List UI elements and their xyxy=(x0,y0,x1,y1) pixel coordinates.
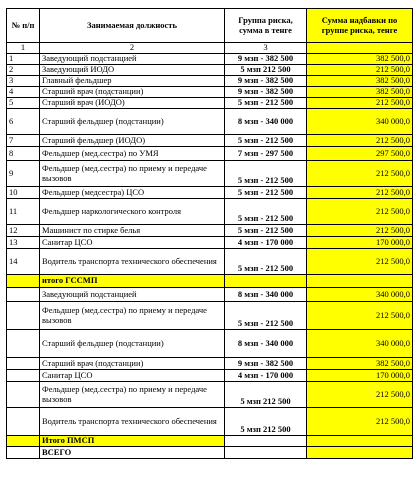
table-row xyxy=(7,187,413,199)
position-name: Водитель транспорта технического обеспечения xyxy=(40,249,225,275)
table-row xyxy=(7,408,413,436)
position-name: Старший фельдшер (подстанции) xyxy=(40,109,225,135)
risk-group-value: 9 мзп - 382 500 xyxy=(225,76,307,87)
allowance-sum-value: 212 500,0 xyxy=(307,249,413,275)
allowance-sum-value: 297 500,0 xyxy=(307,147,413,161)
allowance-sum-value: 212 500,0 xyxy=(307,382,413,408)
allowance-sum-value: 212 500,0 xyxy=(307,408,413,436)
risk-group-value: 9 мзп - 382 500 xyxy=(225,87,307,98)
allowance-sum-value: 382 500,0 xyxy=(307,87,413,98)
row-number: 8 xyxy=(7,147,40,161)
allowance-sum-value: 212 500,0 xyxy=(307,65,413,76)
position-name: Водитель транспорта технического обеспечения xyxy=(40,408,225,436)
row-number: 14 xyxy=(7,249,40,275)
row-number: 12 xyxy=(7,225,40,237)
position-name: Санитар ЦСО xyxy=(40,370,225,382)
allowance-sum-value: 340 000,0 xyxy=(307,109,413,135)
header-position: Занимаемая должность xyxy=(40,9,225,43)
risk-group-value: 8 мзп - 340 000 xyxy=(225,109,307,135)
subtotal-pmsp-row xyxy=(7,436,413,447)
row-number xyxy=(7,358,40,370)
risk-group-value: 5 мзп - 212 500 xyxy=(225,187,307,199)
allowance-sum-value: 212 500,0 xyxy=(307,161,413,187)
header-risk-group: Группа риска, сумма в тенге xyxy=(225,9,307,43)
risk-group-value: 5 мзп - 212 500 xyxy=(225,302,307,330)
position-name: Фельдшер наркологического контроля xyxy=(40,199,225,225)
risk-group-value: 7 мзп - 297 500 xyxy=(225,147,307,161)
risk-group-value: 9 мзп - 382 500 xyxy=(225,54,307,65)
table-row xyxy=(7,109,413,135)
allowance-sum-value: 170 000,0 xyxy=(307,370,413,382)
column-index-row xyxy=(7,43,413,54)
risk-group-value: 5 мзп 212 500 xyxy=(225,65,307,76)
allowance-sum-value: 382 500,0 xyxy=(307,76,413,87)
allowance-sum-value: 170 000,0 xyxy=(307,237,413,249)
table-row xyxy=(7,225,413,237)
row-number: 10 xyxy=(7,187,40,199)
table-row xyxy=(7,330,413,358)
allowance-table xyxy=(6,8,413,459)
position-name: Старший врач (подстанции) xyxy=(40,87,225,98)
position-name: Заведующий подстанцией xyxy=(40,54,225,65)
position-name: Старший врач (подстанции) xyxy=(40,358,225,370)
table-row xyxy=(7,358,413,370)
position-name: Старший фельдшер (ИОДО) xyxy=(40,135,225,147)
table-row xyxy=(7,98,413,109)
position-name: Старший фельдшер (подстанции) xyxy=(40,330,225,358)
table-row xyxy=(7,237,413,249)
allowance-sum-value: 382 500,0 xyxy=(307,358,413,370)
row-number: 11 xyxy=(7,199,40,225)
table-row xyxy=(7,199,413,225)
row-number xyxy=(7,288,40,302)
allowance-sum-value: 212 500,0 xyxy=(307,135,413,147)
allowance-sum-value: 212 500,0 xyxy=(307,187,413,199)
row-number xyxy=(7,302,40,330)
header-row xyxy=(7,9,413,43)
position-name: Фельдшер (мед.сестра) по приему и передаче вызовов xyxy=(40,161,225,187)
table-row xyxy=(7,65,413,76)
allowance-sum-value: 212 500,0 xyxy=(307,199,413,225)
position-name: Фельдшер (медсестра) ЦСО xyxy=(40,187,225,199)
position-name: Фельдшер (мед.сестра) по УМЯ xyxy=(40,147,225,161)
risk-group-value: 5 мзп - 212 500 xyxy=(225,161,307,187)
table-row xyxy=(7,249,413,275)
column-index xyxy=(307,43,413,54)
allowance-sum-value: 382 500,0 xyxy=(307,54,413,65)
table-row xyxy=(7,288,413,302)
risk-group-value: 5 мзп - 212 500 xyxy=(225,98,307,109)
table-row xyxy=(7,370,413,382)
position-name: Заведующий ИОДО xyxy=(40,65,225,76)
row-number: 3 xyxy=(7,76,40,87)
table-row xyxy=(7,161,413,187)
allowance-sum-value: 212 500,0 xyxy=(307,225,413,237)
header-allowance-sum: Сумма надбавки по группе риска, тенге xyxy=(307,9,413,43)
table-row xyxy=(7,135,413,147)
risk-group-value: 5 мзп - 212 500 xyxy=(225,135,307,147)
position-name: Санитар ЦСО xyxy=(40,237,225,249)
table-row xyxy=(7,54,413,65)
risk-group-value: 5 мзп 212 500 xyxy=(225,382,307,408)
position-name: Фельдшер (мед.сестра) по приему и передаче вызовов xyxy=(40,382,225,408)
position-name: Главный фельдшер xyxy=(40,76,225,87)
risk-group-value: 8 мзп - 340 000 xyxy=(225,288,307,302)
row-number: 2 xyxy=(7,65,40,76)
row-number: 13 xyxy=(7,237,40,249)
position-name: Машинист по стирке белья xyxy=(40,225,225,237)
position-name: Заведующий подстанцией xyxy=(40,288,225,302)
row-number: 5 xyxy=(7,98,40,109)
table-row xyxy=(7,87,413,98)
row-number: 6 xyxy=(7,109,40,135)
grand-total-label: ВСЕГО xyxy=(40,447,225,459)
position-name: Старший врач (ИОДО) xyxy=(40,98,225,109)
allowance-sum-value: 340 000,0 xyxy=(307,330,413,358)
allowance-sum-value: 340 000,0 xyxy=(307,288,413,302)
row-number xyxy=(7,382,40,408)
risk-group-value: 5 мзп - 212 500 xyxy=(225,249,307,275)
column-index: 2 xyxy=(40,43,225,54)
grand-total-row xyxy=(7,447,413,459)
position-name: Фельдшер (мед.сестра) по приему и передаче вызовов xyxy=(40,302,225,330)
table-row xyxy=(7,382,413,408)
row-number xyxy=(7,370,40,382)
row-number: 4 xyxy=(7,87,40,98)
column-index: 1 xyxy=(7,43,40,54)
header-number: № п/п xyxy=(7,9,40,43)
table-row xyxy=(7,147,413,161)
allowance-sum-value: 212 500,0 xyxy=(307,98,413,109)
subtotal-gssmp-row xyxy=(7,275,413,288)
risk-group-value: 5 мзп - 212 500 xyxy=(225,225,307,237)
row-number xyxy=(7,330,40,358)
row-number: 9 xyxy=(7,161,40,187)
risk-group-value: 4 мзп - 170 000 xyxy=(225,237,307,249)
risk-group-value: 5 мзп 212 500 xyxy=(225,408,307,436)
subtotal-pmsp-label: Итого ПМСП xyxy=(40,436,225,447)
row-number xyxy=(7,408,40,436)
risk-group-value: 4 мзп - 170 000 xyxy=(225,370,307,382)
risk-group-value: 9 мзп - 382 500 xyxy=(225,358,307,370)
row-number: 1 xyxy=(7,54,40,65)
subtotal-gssmp-label: итого ГССМП xyxy=(40,275,225,288)
column-index: 3 xyxy=(225,43,307,54)
risk-group-value: 8 мзп - 340 000 xyxy=(225,330,307,358)
allowance-sum-value: 212 500,0 xyxy=(307,302,413,330)
table-row xyxy=(7,302,413,330)
row-number: 7 xyxy=(7,135,40,147)
table-row xyxy=(7,76,413,87)
risk-group-value: 5 мзп - 212 500 xyxy=(225,199,307,225)
